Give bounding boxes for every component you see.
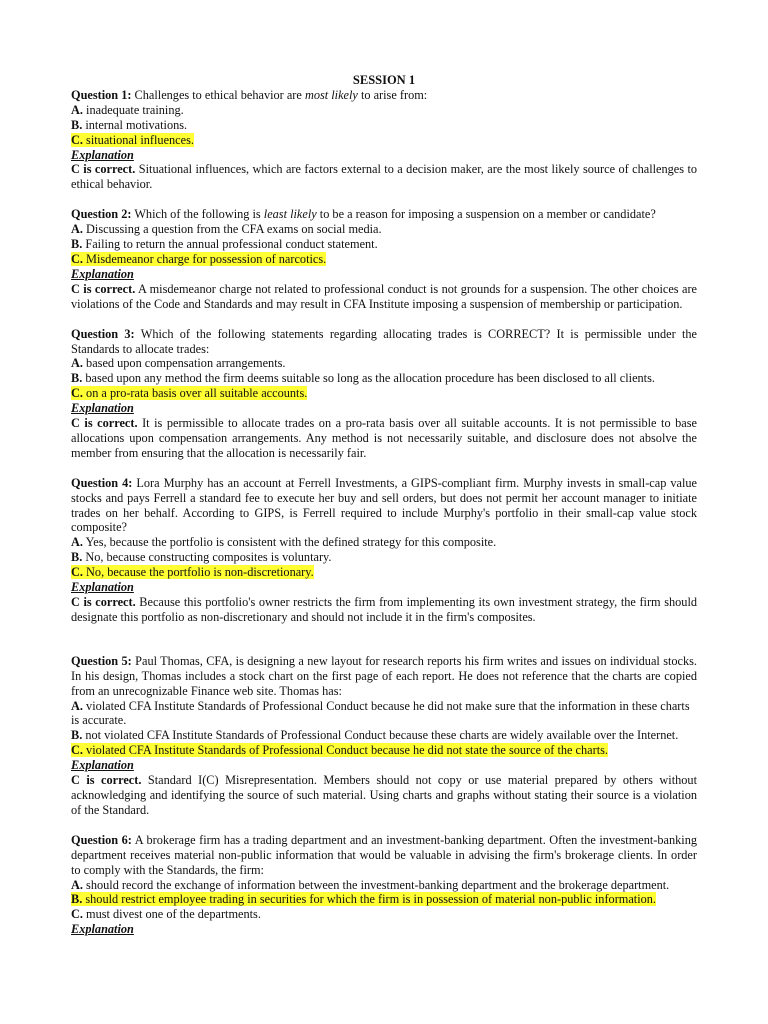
- question-stem: Question 6: A brokerage firm has a trading department and an investment-banking department. Often the investment-banking department receives material non-public information that would be valuable in advising the firm's brokerage clients. In order to comply with the Standards, the firm:: [71, 832, 697, 877]
- explanation-heading: Explanation: [71, 147, 134, 162]
- option-a: A. Yes, because the portfolio is consistent with the defined strategy for this composite.: [71, 535, 497, 550]
- explanation-heading: Explanation: [71, 401, 134, 416]
- question-1: [71, 88, 697, 192]
- document-page: [71, 73, 697, 937]
- explanation-heading: Explanation: [71, 580, 134, 595]
- question-4: [71, 476, 697, 625]
- explanation-heading: Explanation: [71, 758, 134, 773]
- question-label: Question 4:: [71, 475, 133, 490]
- question-5: [71, 654, 697, 818]
- option-b: B. internal motivations.: [71, 117, 188, 132]
- question-label: Question 5:: [71, 653, 132, 668]
- explanation-text: C is correct. A misdemeanor charge not related to professional conduct is not grounds for a suspension. The other choices are violations of the Code and Standards and may result in CFA Institute imposing a suspension of membership or participation.: [71, 281, 698, 311]
- question-stem: Question 3: Which of the following statements regarding allocating trades is CORRECT? It is permissible under the Standards to allocate trades:: [71, 326, 697, 356]
- option-c-correct: [71, 565, 697, 580]
- explanation-text: C is correct. Situational influences, which are factors external to a decision maker, are the most likely source of challenges to ethical behavior.: [71, 162, 698, 192]
- question-label: Question 2:: [71, 207, 132, 222]
- question-label: Question 1:: [71, 87, 132, 102]
- question-label: Question 3:: [71, 326, 135, 341]
- emphasis-text: least likely: [263, 207, 317, 222]
- explanation-heading: Explanation: [71, 266, 134, 281]
- answer-highlight: C. on a pro-rata basis over all suitable accounts.: [71, 386, 308, 401]
- option-b: B. based upon any method the firm deems suitable so long as the allocation procedure has been disclosed to all clients.: [71, 371, 655, 386]
- answer-highlight: C. No, because the portfolio is non-discretionary.: [71, 565, 314, 580]
- option-b: B. No, because constructing composites is voluntary.: [71, 550, 332, 565]
- option-c-correct: [71, 386, 697, 401]
- option-b: B. Failing to return the annual professional conduct statement.: [71, 237, 378, 252]
- option-a: A. violated CFA Institute Standards of Professional Conduct because he did not make sure that the information in these charts is accurate.: [71, 698, 690, 728]
- option-a: A. based upon compensation arrangements.: [71, 356, 286, 371]
- question-3: [71, 327, 697, 461]
- option-b-correct: [71, 892, 697, 907]
- question-label: Question 6:: [71, 832, 132, 847]
- question-stem: Question 2: Which of the following is least likely to be a reason for imposing a suspension on a member or candidate?: [71, 207, 656, 222]
- answer-highlight: C. Misdemeanor charge for possession of narcotics.: [71, 251, 327, 266]
- emphasis-text: most likely: [304, 87, 358, 102]
- option-c-correct: [71, 133, 697, 148]
- explanation-heading: Explanation: [71, 922, 134, 937]
- answer-highlight: C. violated CFA Institute Standards of Professional Conduct because he did not state the source of the charts.: [71, 743, 608, 758]
- explanation-text: C is correct. Because this portfolio's owner restricts the firm from implementing its own investment strategy, the firm should designate this portfolio as non-discretionary and should not include it in the firm's composites.: [71, 595, 698, 624]
- question-6: [71, 833, 697, 937]
- session-title: SESSION 1: [352, 73, 416, 87]
- answer-highlight: B. should restrict employee trading in securities for which the firm is in possession of material non-public information.: [71, 892, 657, 907]
- question-stem: Question 1: Challenges to ethical behavior are most likely to arise from:: [71, 87, 428, 102]
- option-b: B. not violated CFA Institute Standards of Professional Conduct because these charts are widely available over the Internet.: [71, 728, 679, 743]
- option-a: A. Discussing a question from the CFA exams on social media.: [71, 222, 382, 237]
- explanation-text: C is correct. Standard I(C) Misrepresentation. Members should not copy or use material prepared by others without acknowledging and identifying the source of such material. Using charts and graphs without stating their source is a violation of the Standard.: [71, 773, 697, 817]
- explanation-text: C is correct. It is permissible to allocate trades on a pro-rata basis over all suitable accounts. It is not permissible to base allocations upon compensation arrangements. Any method is not necessarily suitable, and disclosure does not absolve the member from ensuring that the allocation is necessarily fair.: [71, 416, 697, 460]
- question-2: [71, 207, 697, 311]
- option-c: C. must divest one of the departments.: [71, 907, 261, 922]
- option-c-correct: [71, 743, 697, 758]
- answer-highlight: C. situational influences.: [71, 132, 194, 147]
- option-a: A. should record the exchange of information between the investment-banking department and the brokerage department.: [71, 877, 670, 892]
- question-stem: Question 5: Paul Thomas, CFA, is designing a new layout for research reports his firm writes and issues on individual stocks. In his design, Thomas includes a stock chart on the first page of each report. He does not reference that the charts are copied from an unrecognizable Finance web site. Thomas has:: [71, 653, 698, 698]
- option-c-correct: [71, 252, 697, 267]
- question-stem: Question 4: Lora Murphy has an account at Ferrell Investments, a GIPS-compliant firm. Murphy invests in small-cap value stocks and pays Ferrell a standard fee to execute her buy and sell orders, but does not permit her account manager to initiate trades on her behalf. According to GIPS, is Ferrell required to include Murphy's portfolio in their small-cap value stock composite?: [71, 475, 697, 535]
- option-a: A. inadequate training.: [71, 102, 184, 117]
